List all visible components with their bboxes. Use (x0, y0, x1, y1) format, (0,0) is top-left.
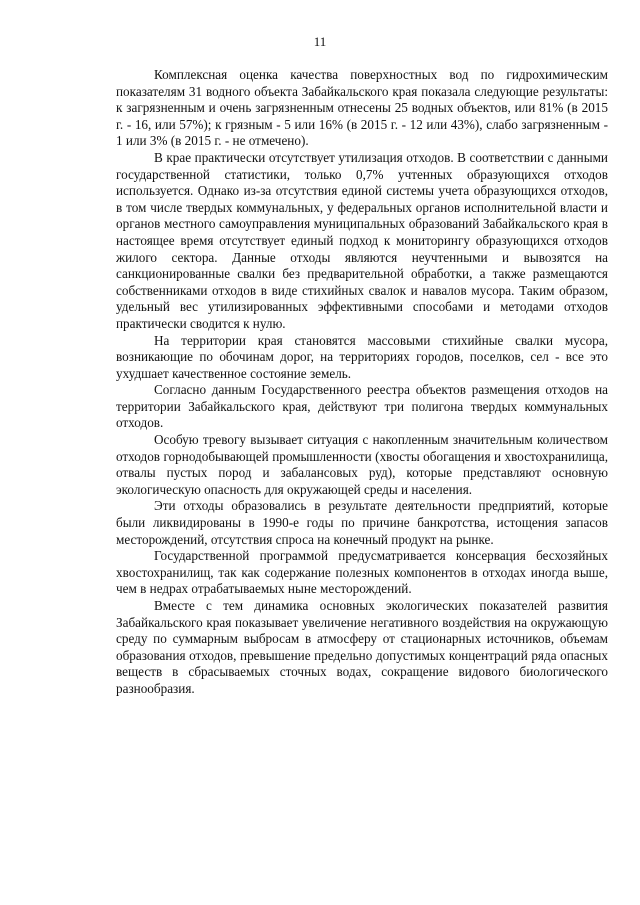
paragraph-state-program: Государственной программой предусматривается консервация бесхозяйных хвостохранилищ, так как содержание полезных компонентов в отходах иногда выше, чем в недрах отрабатываемых ныне месторождений. (116, 548, 608, 597)
paragraph-surface-water-quality: Комплексная оценка качества поверхностных вод по гидрохимическим показателям 31 водного объекта Забайкальского края показала следующие результаты: к загрязненным и очень загрязненным отнесены 25 водных объектов, или 81% (в 2015 г. - 16, или 57%); к грязным - 5 или 16% (в 2015 г. - 12 или 43%), слабо загрязненным - 1 или 3% (в 2015 г. - не отмечено). (116, 67, 608, 149)
page-number: 11 (313, 34, 327, 49)
paragraph-waste-origin: Эти отходы образовались в результате деятельности предприятий, которые были ликвидированы в 1990-е годы по причине банкротства, истощения запасов месторождений, отсутствия спроса на конечный продукт на рынке. (116, 498, 608, 547)
paragraph-waste-registry: Согласно данным Государственного реестра объектов размещения отходов на территории Забайкальского края, действуют три полигона твердых коммунальных отходов. (116, 382, 608, 431)
paragraph-ecological-dynamics: Вместе с тем динамика основных экологических показателей развития Забайкальского края показывает увеличение негативного воздействия на окружающую среду по суммарным выбросам в атмосферу от стационарных источников, объемам образования отходов, превышение предельно допустимых концентраций ряда опасных веществ в сбрасываемых сточных водах, сокращение видового биологического разнообразия. (116, 598, 608, 696)
paragraph-illegal-dumps: На территории края становятся массовыми стихийные свалки мусора, возникающие по обочинам дорог, на территориях городов, поселков, сел - все это ухудшает качественное состояние земель. (116, 332, 608, 381)
paragraph-mining-waste: Особую тревогу вызывает ситуация с накопленным значительным количеством отходов горнодобывающей промышленности (хвосты обогащения и хвостохранилища, отвалы пустых пород и забалансовых руд), которые представляют основную экологическую опасность для окружающей среды и населения. (116, 432, 608, 497)
document-body (116, 67, 608, 698)
paragraph-waste-utilization: В крае практически отсутствует утилизация отходов. В соответствии с данными государственной статистики, только 0,7% учтенных образующихся отходов используется. Однако из-за отсутствия единой системы учета образующихся отходов, в том числе твердых коммунальных, у федеральных органов исполнительной власти и органов местного самоуправления муниципальных образований Забайкальского края в настоящее время отсутствует единый подход к мониторингу образующихся отходов жилого сектора. Данные отходы являются неучтенными и вывозятся на санкционированные свалки без предварительной обработки, а также размещаются собственниками отходов в виде стихийных свалок и навалов мусора. Таким образом, удельный вес утилизированных эффективными способами и методами отходов практически сводится к нулю. (116, 149, 608, 331)
